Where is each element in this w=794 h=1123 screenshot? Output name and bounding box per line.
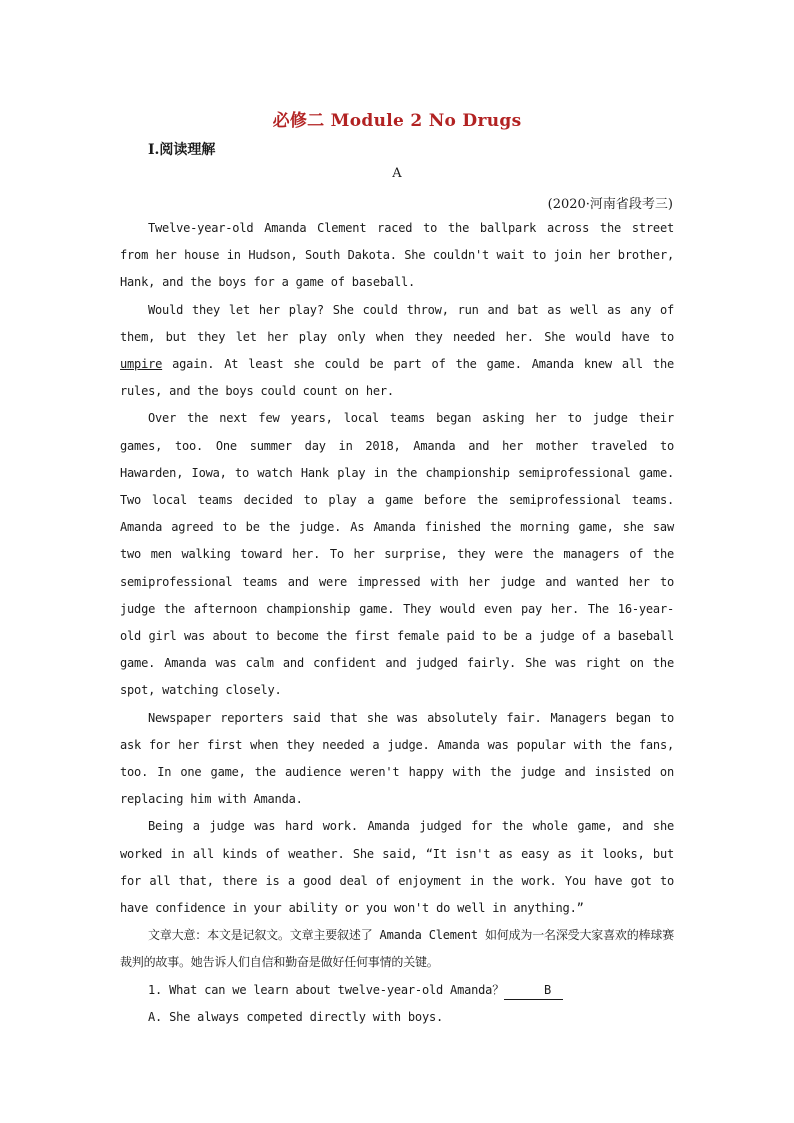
page-title: 必修二 Module 2 No Drugs [272, 111, 522, 131]
underlined-word: umpire [120, 357, 163, 372]
paragraph-2-end: again. At least she could be part of the game. Amanda knew all the rules, and the boys could count on her. [120, 357, 674, 399]
question-1-stem: 1. What can we learn about twelve-year-old Amanda？ [148, 982, 505, 997]
passage-body [120, 215, 674, 1031]
source-citation: (2020·河南省段考三) [547, 197, 673, 212]
paragraph-2 [120, 297, 674, 406]
passage-label: A [392, 166, 402, 181]
paragraph-2-start: Would they let her play? She could throw, run and bat as well as any of them, but they let her play only when they needed her. She would have to [120, 302, 674, 344]
question-1 [120, 977, 674, 1004]
paragraph-3: Over the next few years, local teams began asking her to judge their games, too. One summer day in 2018, Amanda and her mother traveled to Hawarden, Iowa, to watch Hank play in the championship semiprofessional game. Two local teams decided to play a game before the semiprofessional teams. Amanda agreed to be the judge. As Amanda finished the morning game, she saw two men walking toward her. To her surprise, they were the managers of the semiprofessional teams and were impressed with her judge and wanted her to judge the afternoon championship game. They would even pay her. The 16-year-old girl was about to become the first female paid to be a judge of a baseball game. Amanda was calm and confident and judged fairly. She was right on the spot, watching closely. [120, 411, 674, 698]
paragraph-5: Being a judge was hard work. Amanda judged for the whole game, and she worked in all kinds of weather. She said, “It isn't as easy as it looks, but for all that, there is a good deal of enjoyment in the work. You have got to have confidence in your ability or you won't do well in anything.” [120, 819, 674, 916]
question-1-option-a: A. She always competed directly with boys. [148, 1009, 444, 1024]
summary: 文章大意：本文是记叙文。文章主要叙述了 Amanda Clement 如何成为一名深受大家喜欢的棒球赛裁判的故事。她告诉人们自信和勤奋是做好任何事情的关键。 [120, 928, 674, 970]
paragraph-4: Newspaper reporters said that she was absolutely fair. Managers began to ask for her first when they needed a judge. Amanda was popular with the fans, too. In one game, the audience weren't happy with the judge and insisted on replacing him with Amanda. [120, 710, 674, 807]
section-heading: Ⅰ.阅读理解 [148, 142, 216, 158]
paragraph-1: Twelve-year-old Amanda Clement raced to the ballpark across the street from her house in Hudson, South Dakota. She couldn't wait to join her brother, Hank, and the boys for a game of baseball. [120, 221, 674, 290]
question-1-answer: B [504, 981, 563, 1000]
